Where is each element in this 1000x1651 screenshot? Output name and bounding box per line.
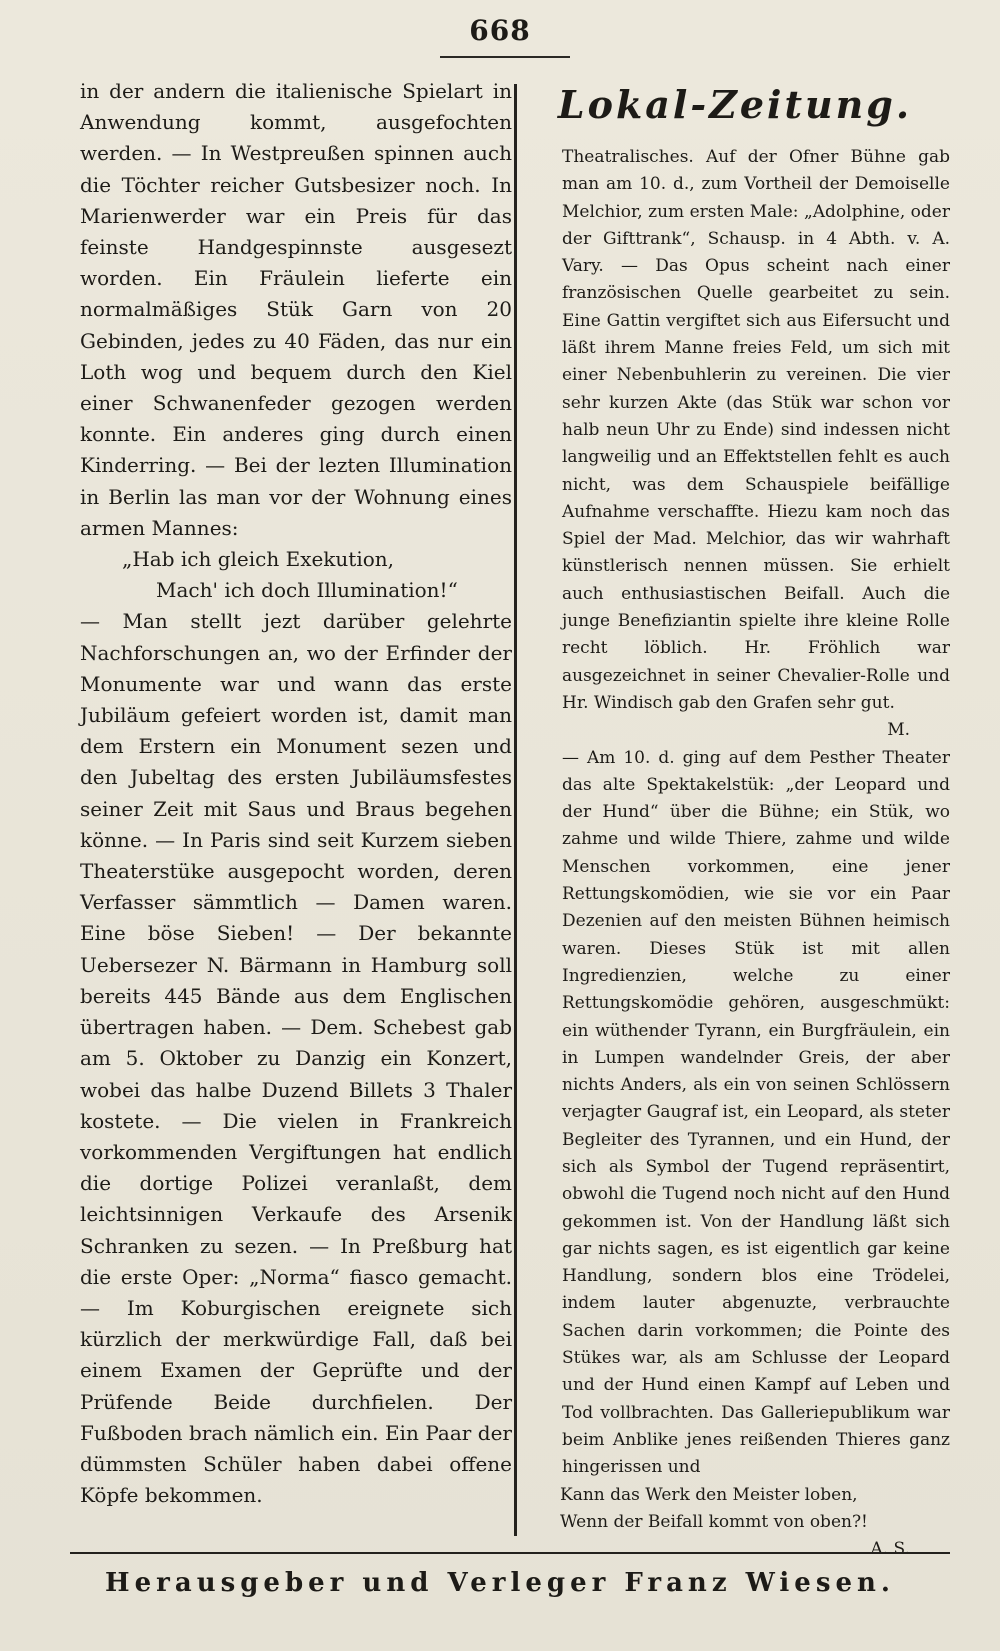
poem-line-2: Wenn der Beifall kommt von oben?! <box>560 1511 868 1532</box>
left-column <box>80 76 512 1536</box>
left-paragraph-1: in der andern die italienische Spielart in Anwendung kommt, ausgefochten werden. — In Westpreußen spinnen auch die Töchter reicher Gutsbesizer noch. In Marienwerder war ein Preis für das feinste Handgespinnste ausgesezt worden. Ein Fräulein lieferte ein normalmäßiges Stük Garn von 20 Gebinden, jedes zu 40 Fäden, das nur ein Loth wog und bequem durch den Kiel einer Schwanenfeder gezogen werden konnte. Ein anderes ging durch einen Kinderring. — Bei der lezten Illumination in Berlin las man vor der Wohnung eines armen Mannes: <box>80 79 512 540</box>
signature-2: A. S. <box>870 1539 910 1560</box>
right-column <box>520 76 950 1560</box>
right-paragraph-1: Theatralisches. Auf der Ofner Bühne gab man am 10. d., zum Vortheil der Demoiselle Melchior, zum ersten Male: „Adolphine, oder der Gifttrank“, Schausp. in 4 Abth. v. A. Vary. — Das Opus scheint nach einer französischen Quelle gearbeitet zu sein. Eine Gattin vergiftet sich aus Eifersucht und läßt ihrem Manne freies Feld, um sich mit einer Nebenbuhlerin zu vereinen. Die vier sehr kurzen Akte (das Stük war schon vor halb neun Uhr zu Ende) sind indessen nicht langweilig und an Effektstellen fehlt es auch nicht, was dem Schauspiele beifällige Aufnahme verschaffte. Hiezu kam noch das Spiel der Mad. Melchior, das wir wahrhaft künstlerisch nennen müssen. Sie erhielt auch enthusiastischen Beifall. Auch die junge Benefiziantin spielte ihre kleine Rolle recht löblich. Hr. Fröhlich war ausgezeichnet in seiner Chevalier-Rolle und Hr. Windisch gab den Grafen sehr gut. <box>562 147 950 713</box>
header-rule <box>440 56 570 58</box>
verse-line-1: „Hab ich gleich Exekution, <box>122 547 395 572</box>
footer-rule <box>70 1552 950 1554</box>
page-number: 668 <box>469 14 531 47</box>
right-paragraph-2: — Am 10. d. ging auf dem Pesther Theater das alte Spektakelstük: „der Leopard und der Hund“ über die Bühne; ein Stük, wo zahme und wilde Thiere, zahme und wilde Menschen vorkommen, eine jener Rettungskomödien, wie sie vor ein Paar Dezenien auf den meisten Bühnen heimisch waren. Dieses Stük ist mit allen Ingredienzien, welche zu einer Rettungskomödie gehören, ausgeschmükt: ein wüthender Tyrann, ein Burgfräulein, ein in Lumpen wandelnder Greis, der aber nichts Anders, als ein von seinen Schlössern verjagter Gaugraf ist, ein Leopard, als steter Begleiter des Tyrannen, und ein Hund, der sich als Symbol der Tugend repräsentirt, obwohl die Tugend noch nicht auf den Hund gekommen ist. Von der Handlung läßt sich gar nichts sagen, es ist eigentlich gar keine Handlung, sondern blos eine Trödelei, indem lauter abgenuzte, verbrauchte Sachen darin vorkommen; die Pointe des Stükes war, als am Schlusse der Leopard und der Hund einen Kampf auf Leben und Tod vollbrachten. Das Galleriepublikum war beim Anblike jenes reißenden Thieres ganz hingerissen und <box>562 747 950 1478</box>
signature-1: M. <box>887 720 910 741</box>
left-paragraph-2: — Man stellt jezt darüber gelehrte Nachforschungen an, wo der Erfinder der Monumente war und wann das erste Jubiläum gefeiert worden ist, damit man dem Erstern ein Monument sezen und den Jubeltag des ersten Jubiläumsfestes seiner Zeit mit Saus und Braus begehen könne. — In Paris sind seit Kurzem sieben Theaterstüke ausgepocht worden, deren Verfasser sämmtlich — Damen waren. Eine böse Sieben! — Der bekannte Uebersezer N. Bärmann in Hamburg soll bereits 445 Bände aus dem Englischen übertragen haben. — Dem. Schebest gab am 5. Oktober zu Danzig ein Konzert, wobei das halbe Duzend Billets 3 Thaler kostete. — Die vielen in Frankreich vorkommenden Vergiftungen hat endlich die dortige Polizei veranlaßt, dem leichtsinnigen Verkaufe des Arsenik Schranken zu sezen. — In Preßburg hat die erste Oper: „Norma“ fiasco gemacht. — Im Koburgischen ereignete sich kürzlich der merkwürdige Fall, daß bei einem Examen der Geprüfte und der Prüfende Beide durchfielen. Der Fußboden brach nämlich ein. Ein Paar der dümmsten Schüler haben dabei offene Köpfe bekommen. <box>80 609 512 1508</box>
column-divider <box>514 84 517 1536</box>
verse-line-2: Mach' ich doch Illumination!“ <box>156 578 458 603</box>
section-title: Lokal-Zeitung. <box>557 82 913 127</box>
publisher-footer: Herausgeber und Verleger Franz Wiesen. <box>105 1568 895 1598</box>
poem-line-1: Kann das Werk den Meister loben, <box>560 1484 858 1505</box>
